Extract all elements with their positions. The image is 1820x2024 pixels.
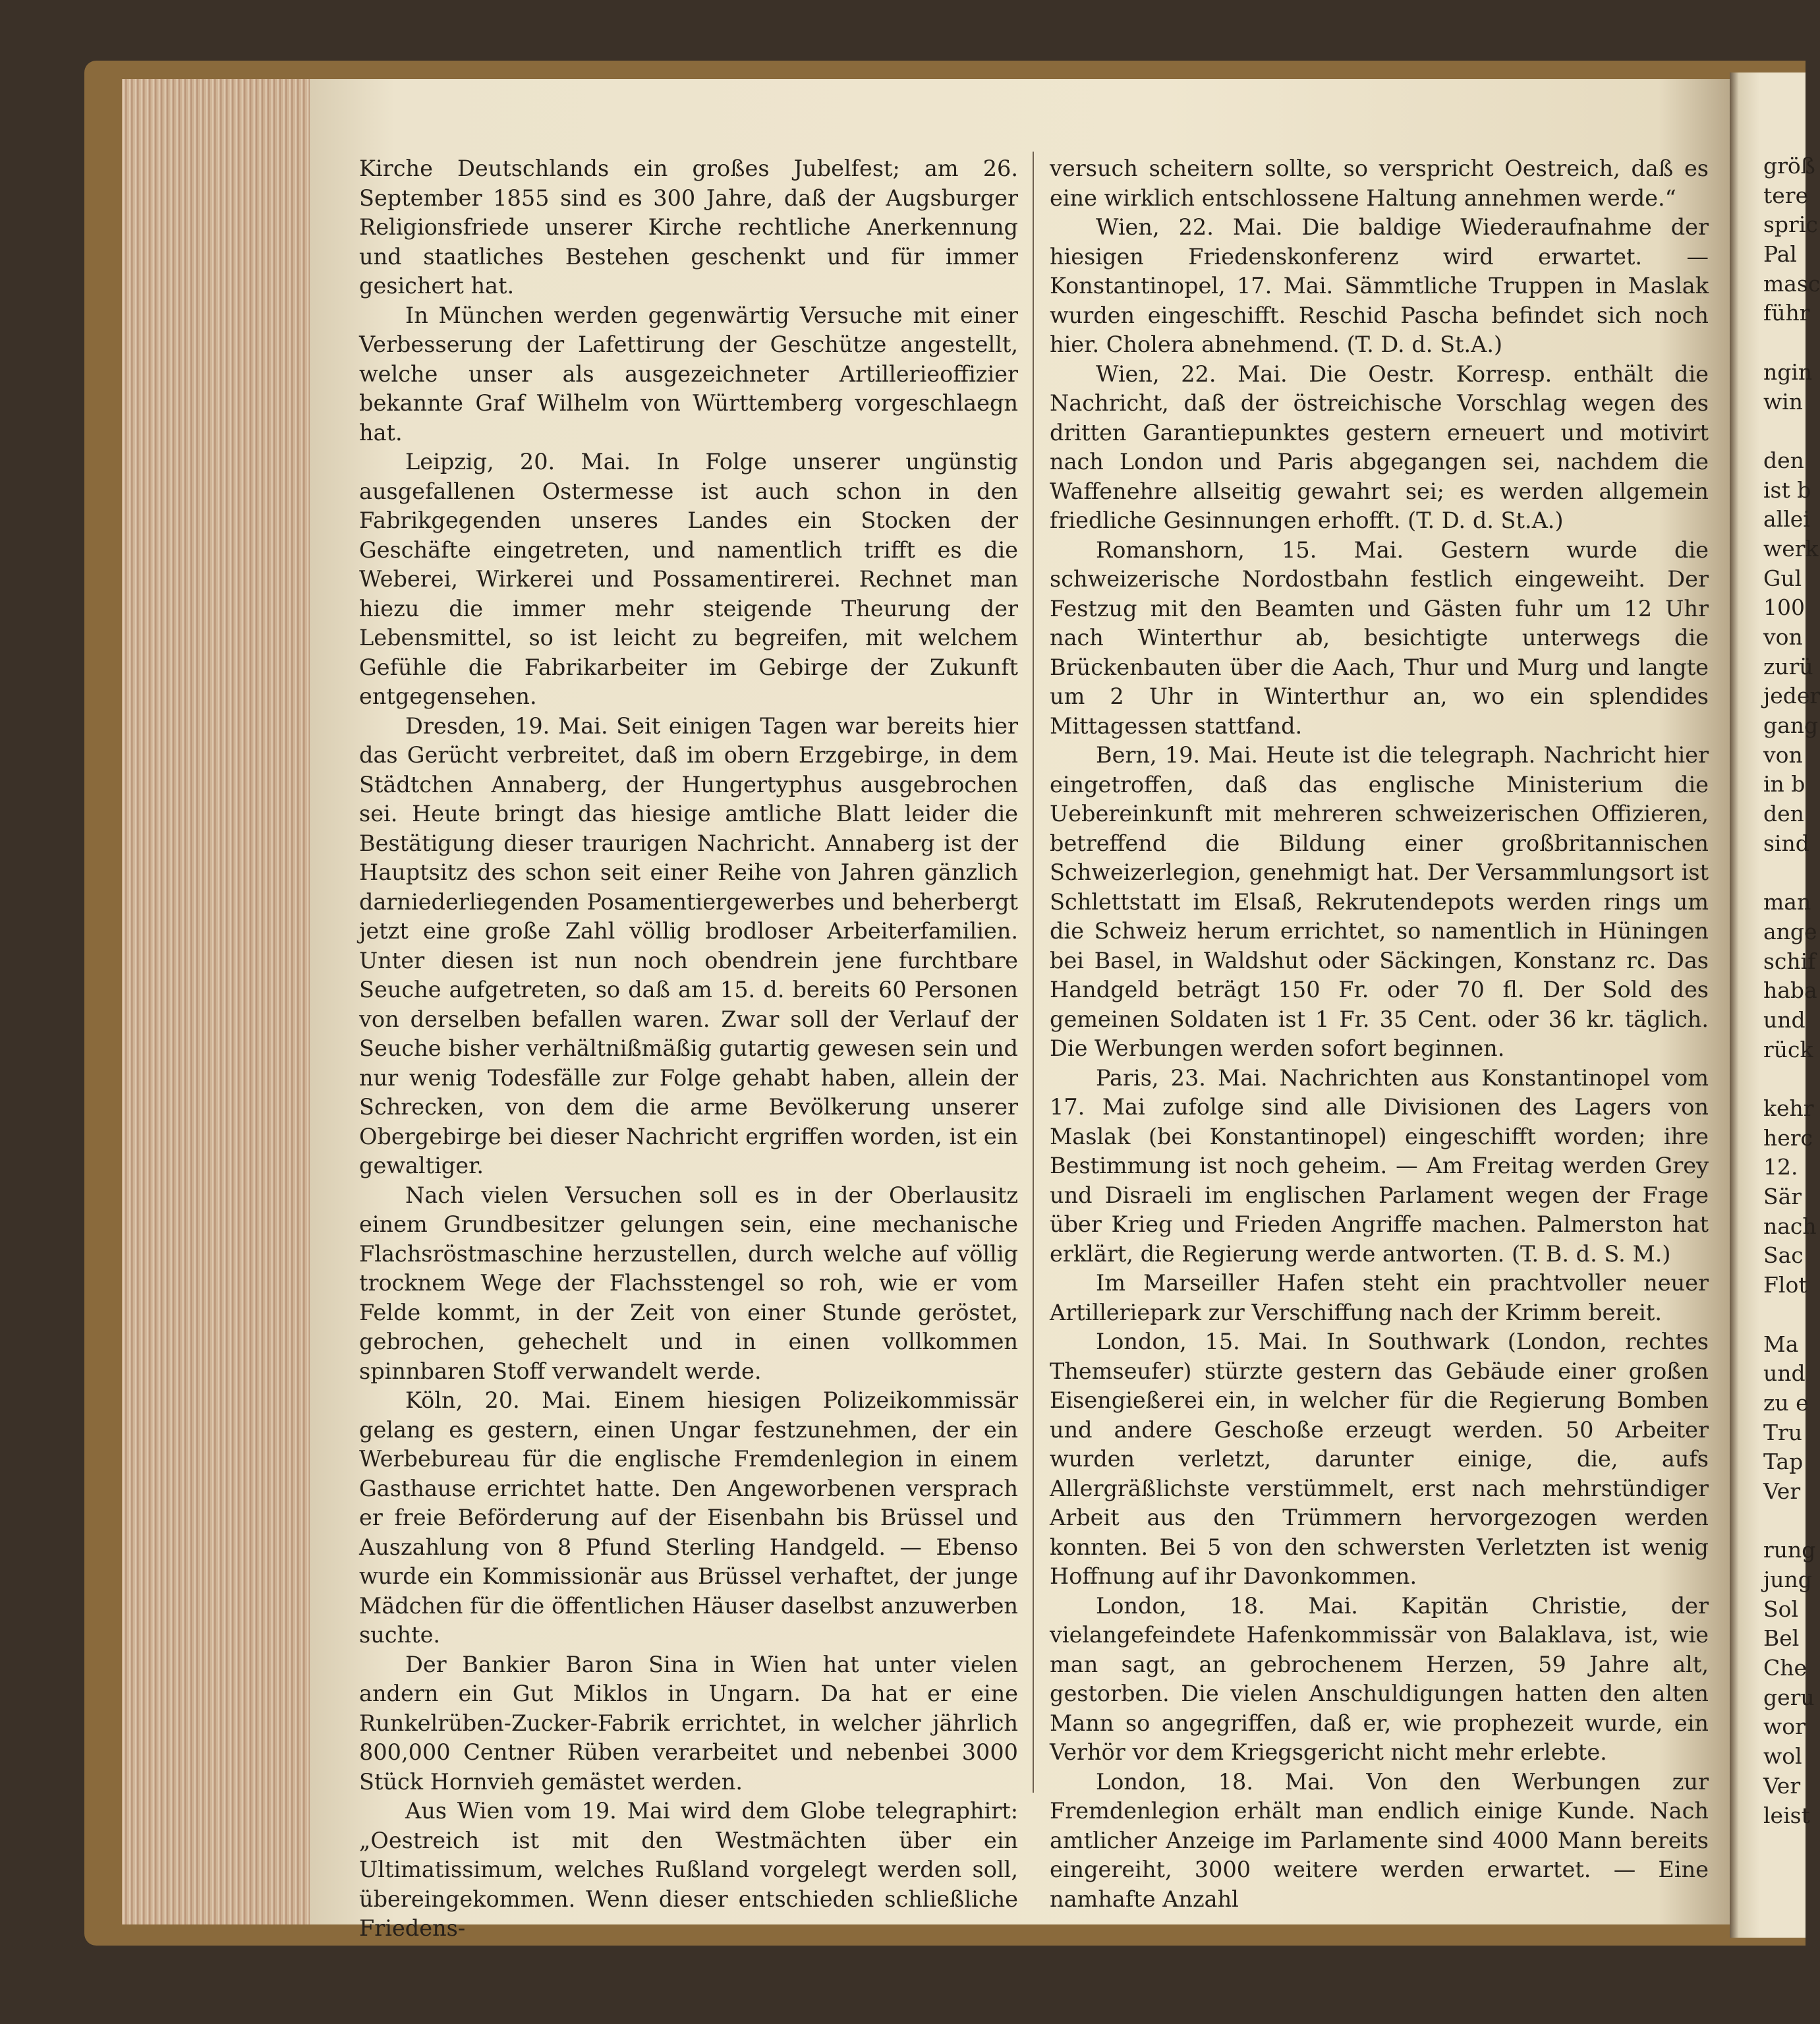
facing-page-fragment: leist <box>1763 1802 1810 1828</box>
article-paragraph: In München werden gegenwärtig Versuche mit einer Verbesserung der Lafettirung der Geschütze angestellt, welche unser als ausgezeichneter Artillerieoffizier bekannte Graf Wilhelm von Württemberg vorgeschlaegn hat. <box>359 302 1018 446</box>
article-paragraph: London, 18. Mai. Von den Werbungen zur Fremdenlegion erhält man endlich einige Kunde. Nach amtlicher Anzeige im Parlamente sind 4000 Mann bereits eingereiht, 3000 weitere werden erwartet. — Eine namhafte Anzahl <box>1050 1768 1709 1912</box>
article-paragraph: Wien, 22. Mai. Die baldige Wiederaufnahme der hiesigen Friedenskonferenz wird erwartet. — Konstantinopel, 17. Mai. Sämmtliche Truppen in Maslak wurden eingeschifft. Reschid Pascha befindet sich noch hier. Cholera abnehmend. (T. D. d. St.A.) <box>1050 214 1709 357</box>
facing-page-fragment: gang <box>1763 712 1819 739</box>
facing-page-fragment: den <box>1763 447 1804 473</box>
article-paragraph: Im Marseiller Hafen steht ein prachtvoller neuer Artilleriepark zur Verschiffung nach der Krimm bereit. <box>1050 1270 1709 1325</box>
facing-page-fragment: wol <box>1763 1743 1802 1770</box>
facing-page-fragment: wor <box>1763 1714 1806 1740</box>
article-paragraph: Nach vielen Versuchen soll es in der Oberlausitz einem Grundbesitzer gelungen sein, eine mechanische Flachsröstmaschine herzustellen, durch welche auf völlig trocknem Wege der Flachsstengel so roh, wie er vom Felde kommt, in der Zeit von einer Stunde geröstet, gebrochen, gehechelt und in einen vollkommen spinnbaren Stoff verwandelt werde. <box>359 1182 1018 1384</box>
left-text-column <box>359 154 1018 1944</box>
facing-page-fragment: rung <box>1763 1537 1816 1563</box>
facing-page-fragment: win <box>1763 388 1804 415</box>
facing-page-fragment: den <box>1763 801 1804 827</box>
right-text-column <box>1050 154 1709 1914</box>
facing-page-fragment: Gul <box>1763 565 1802 591</box>
facing-page-fragment: Pal <box>1763 241 1797 268</box>
facing-page-fragment: Sac <box>1763 1242 1804 1269</box>
facing-page-fragment: man <box>1763 889 1811 915</box>
facing-page-fragment: Sär <box>1763 1184 1802 1210</box>
facing-page-fragment: kehr <box>1763 1095 1814 1121</box>
facing-page-fragment: tere <box>1763 182 1809 208</box>
facing-page-fragment: von <box>1763 741 1803 768</box>
facing-page-fragment <box>1763 328 1806 358</box>
facing-page-fragment: Sol <box>1763 1596 1799 1622</box>
facing-page-fragment: in b <box>1763 771 1806 797</box>
facing-page-fragment: sind <box>1763 830 1809 856</box>
facing-page-fragment: haba <box>1763 977 1817 1004</box>
facing-page-fragment: jung <box>1763 1567 1812 1592</box>
facing-page-fragment: zu e <box>1763 1389 1809 1416</box>
article-paragraph: London, 15. Mai. In Southwark (London, rechtes Themseufer) stürzte gestern das Gebäude einer großen Eisengießerei ein, in welcher für die Regierung Bomben und andere Geschoße erzeugt werden. 50 Arbeiter wurden verletzt, darunter einige, die, aufs Allergräßlichste verstümmelt, erst nach mehrstündiger Arbeit aus den Trümmern hervorgezogen werden konnten. Bei 5 von den schwersten Verletzten ist wenig Hoffnung auf ihr Davonkommen. <box>1050 1329 1709 1589</box>
article-paragraph: Romanshorn, 15. Mai. Gestern wurde die schweizerische Nordostbahn festlich eingeweiht. Der Festzug mit den Beamten und Gästen fuhr um 12 Uhr nach Winterthur ab, besichtigte unterwegs die Brückenbauten über die Aach, Thur und Murg und langte um 2 Uhr in Winterthur an, wo ein splendides Mittagessen stattfand. <box>1050 536 1709 739</box>
article-paragraph: Der Bankier Baron Sina in Wien hat unter vielen andern ein Gut Miklos in Ungarn. Da hat er eine Runkelrüben-Zucker-Fabrik errichtet, in welcher jährlich 800,000 Centner Rüben verarbeitet und nebenbei 3000 Stück Hornvieh gemästet werden. <box>359 1651 1018 1795</box>
facing-page-fragment: Ver <box>1763 1478 1801 1504</box>
facing-page-fragment: masc <box>1763 270 1820 297</box>
facing-page-fragment: 100 <box>1763 594 1805 621</box>
facing-page-fragment: Bel <box>1763 1625 1800 1652</box>
facing-page-text <box>1763 152 1820 1830</box>
facing-page-fragment: ngin <box>1763 359 1813 385</box>
facing-page-fragment: Flot <box>1763 1272 1807 1298</box>
facing-page-fragment: herc <box>1763 1124 1813 1151</box>
facing-page-fragment: 12. <box>1763 1154 1798 1180</box>
article-paragraph: Paris, 23. Mai. Nachrichten aus Konstantinopel vom 17. Mai zufolge sind alle Divisionen des Lagers von Maslak (bei Konstantinopel) eingeschifft worden; ihre Bestimmung ist noch geheim. — Am Freitag werden Grey und Disraeli im englischen Parlament wegen der Frage über Krieg und Frieden Angriffe machen. Palmerston hat erklärt, die Regierung werde antworten. (T. B. d. S. M.) <box>1050 1064 1709 1267</box>
article-paragraph: Aus Wien vom 19. Mai wird dem Globe telegraphirt: „Oestreich ist mit den Westmächten über ein Ultimatissimum, welches Rußland vorgelegt werden soll, übereingekommen. Wenn dieser entschieden schließliche Friedens- <box>359 1798 1018 1941</box>
facing-page-fragment: ange <box>1763 918 1817 944</box>
facing-page-fragment: allei <box>1763 506 1810 533</box>
article-paragraph: Leipzig, 20. Mai. In Folge unserer ungünstig ausgefallenen Ostermesse ist auch schon in den Fabrikgegenden unseres Landes ein Stocken der Geschäfte eingetreten, und namentlich trifft es die Weberei, Wirkerei und Possamentirerei. Rechnet man hiezu die immer mehr steigende Theurung der Lebensmittel, so ist leicht zu begreifen, mit welchem Gefühle die Fabrikarbeiter im Gebirge der Zukunft entgegensehen. <box>359 449 1018 709</box>
facing-page-fragment: werk <box>1763 535 1819 562</box>
facing-page-fragment: spric <box>1763 212 1818 238</box>
facing-page-fragment: führ <box>1763 300 1810 326</box>
facing-page-fragment: und <box>1763 1360 1806 1387</box>
column-divider <box>1033 152 1034 1793</box>
article-paragraph: Köln, 20. Mai. Einem hiesigen Polizeikommissär gelang es gestern, einen Ungar festzunehmen, der ein Werbebureau für die englische Fremdenlegion in einem Gasthause errichtet hatte. Den Angeworbenen versprach er freie Beförderung auf der Eisenbahn bis Brüssel und Auszahlung von 8 Pfund Sterling Handgeld. — Ebenso wurde ein Kommissionär aus Brüssel verhaftet, der junge Mädchen für die öffentlichen Häuser daselbst anzuwerben suchte. <box>359 1387 1018 1648</box>
facing-page-fragment: ist b <box>1763 477 1811 503</box>
facing-page-fragment: zurü <box>1763 653 1813 679</box>
facing-page-fragment: und <box>1763 1006 1806 1033</box>
facing-page-fragment <box>1763 1507 1806 1536</box>
facing-page-fragment <box>1763 859 1806 888</box>
facing-page-fragment: Che <box>1763 1655 1807 1681</box>
article-paragraph: Dresden, 19. Mai. Seit einigen Tagen war bereits hier das Gerücht verbreitet, daß im obern Erzgebirge, in dem Städtchen Annaberg, der Hungertyphus ausgebrochen sei. Heute bringt das hiesige amtliche Blatt leider die Bestätigung dieser traurigen Nachricht. Annaberg ist der Hauptsitz des schon seit einer Reihe von Jahren gänzlich darniederliegenden Posamentiergewerbes und beherbergt jetzt eine große Zahl völlig brodloser Arbeiterfamilien. Unter diesen ist nun noch obendrein jene furchtbare Seuche aufgetreten, so daß am 15. d. bereits 60 Personen von derselben befallen waren. Zwar soll der Verlauf der Seuche bisher verhältnißmäßig gutartig gewesen sein und nur wenig Todesfälle zur Folge gehabt haben, allein der Schrecken, von dem die arme Bevölkerung unserer Obergebirge bei dieser Nachricht ergriffen worden, ist ein gewaltiger. <box>359 712 1018 1178</box>
facing-page-fragment: größ <box>1763 153 1815 179</box>
article-paragraph: Kirche Deutschlands ein großes Jubelfest; am 26. September 1855 sind es 300 Jahre, daß der Augsburger Religionsfriede unserer Kirche rechtliche Anerkennung und staatliches Bestehen geschenkt und für immer gesichert hat. <box>359 156 1018 299</box>
facing-page-fragment <box>1763 1300 1806 1330</box>
facing-page-fragment: Tru <box>1763 1419 1803 1445</box>
page-edges <box>122 79 313 1924</box>
facing-page-fragment: Ma <box>1763 1331 1799 1357</box>
article-paragraph: versuch scheitern sollte, so verspricht Oestreich, daß es eine wirklich entschlossene Haltung annehmen werde.“ <box>1050 156 1709 211</box>
facing-page-fragment: rück <box>1763 1036 1813 1062</box>
facing-page-fragment: geru <box>1763 1684 1815 1710</box>
facing-page-fragment: von <box>1763 624 1803 650</box>
facing-page-fragment <box>1763 417 1806 446</box>
facing-page-fragment: schif <box>1763 948 1816 974</box>
facing-page-fragment: jeder <box>1763 683 1820 709</box>
article-paragraph: Wien, 22. Mai. Die Oestr. Korresp. enthält die Nachricht, daß der östreichische Vorschlag wegen des dritten Garantiepunktes gestern erneuert und motivirt nach London und Paris abgegangen sei, nachdem die Waffenehre allseitig gewahrt sei; es werden allgemein friedliche Gesinnungen erhofft. (T. D. d. St.A.) <box>1050 361 1709 533</box>
article-paragraph: London, 18. Mai. Kapitän Christie, der vielangefeindete Hafenkommissär von Balaklava, ist, wie man sagt, an gebrochenem Herzen, 59 Jahre alt, gestorben. Die vielen Anschuldigungen hatten den alten Mann so angegriffen, daß er, wie prophezeit wurde, ein Verhör vor dem Kriegsgericht nicht mehr erlebte. <box>1050 1592 1709 1765</box>
article-paragraph: Bern, 19. Mai. Heute ist die telegraph. Nachricht hier eingetroffen, daß das englische Ministerium die Uebereinkunft mit mehreren schweizerischen Offizieren, betreffend die Bildung einer großbritannischen Schweizerlegion, genehmigt hat. Der Versammlungsort ist Schlettstatt im Elsaß, Rekrutendepots werden rings um die Schweiz herum errichtet, so namentlich in Hüningen bei Basel, in Waldshut oder Säckingen, Konstanz rc. Das Handgeld beträgt 150 Fr. oder 70 fl. Der Sold des gemeinen Soldaten ist 1 Fr. 35 Cent. oder 36 kr. täglich. Die Werbungen werden sofort beginnen. <box>1050 742 1709 1061</box>
facing-page-fragment: Ver <box>1763 1772 1801 1799</box>
facing-page-fragment: nach <box>1763 1213 1817 1239</box>
facing-page-fragment: Tap <box>1763 1449 1804 1475</box>
facing-page-fragment <box>1763 1064 1806 1094</box>
